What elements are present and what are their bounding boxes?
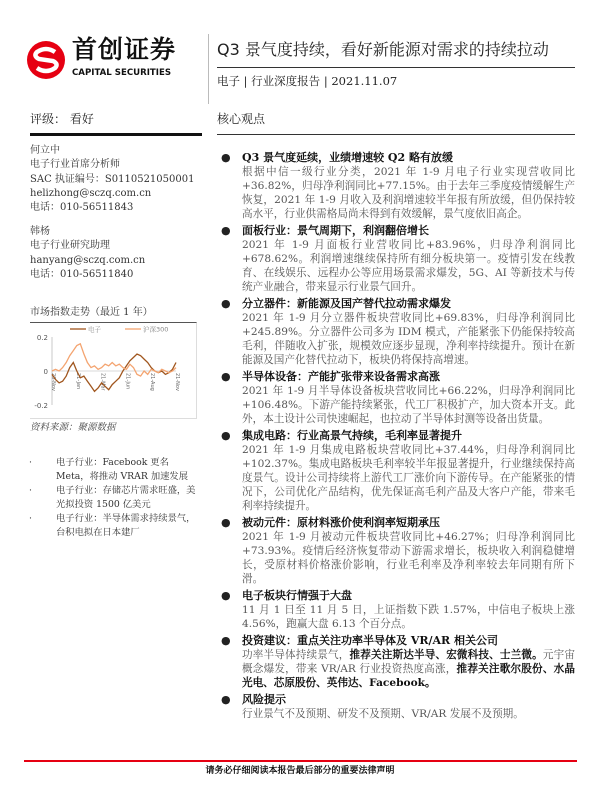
chart-title: 市场指数走势（最近 1 年）: [30, 307, 153, 318]
logo-s-icon: [27, 41, 65, 79]
body-text: 根据中信一级行业分类，2021 年 1-9 月电子行业实现营收同比+36.82%，归母净利润同比+77.15%。由于去年三季度疫情缓解生产恢复，2021 年 1-9 月收入及利润增速较半年报有所放缓，但仍保持较高水平，行业供需格局尚未得到有效缓解，景气度依旧高企。: [242, 166, 575, 220]
x-tick-label: 21-Jun: [124, 373, 131, 390]
analyst-name: 韩杨: [30, 226, 50, 237]
analyst-2: [30, 225, 205, 282]
body-text: 元宇宙概念爆发，带来 VR/AR 行业投资热度高涨，: [242, 649, 576, 675]
bullet-icon: ·: [29, 513, 32, 524]
bullet-icon: ●: [221, 634, 231, 647]
section-title: 电子板块行情强于大盘: [242, 589, 352, 602]
highlight-text: 推荐关注歌尔股份、水晶光电、芯原股份、英伟达、Facebook。: [242, 663, 576, 689]
analyst-role: 电子行业研究助理: [30, 240, 110, 252]
rating: [30, 111, 94, 127]
section-title: 风险提示: [242, 693, 286, 706]
section-title: 分立器件：新能源及国产替代拉动需求爆发: [242, 297, 451, 310]
report-subtitle: 电子 | 行业深度报告 | 2021.11.07: [217, 74, 398, 88]
body-text: 2021 年 1-9 月分立器件板块营收同比+69.83%，归母净利润同比+245.89%。分立器件公司多为 IDM 模式，产能紧张下仍能保持较高毛利，伴随收入扩张，规模效应逐步显现，净利率持续提升。预计在新能源及国产化替代拉动下，板块仍将保持高增速。: [242, 312, 575, 366]
rating-value: 看好: [69, 112, 94, 126]
section-body: [242, 311, 575, 367]
legend-label: 沪深300: [143, 325, 169, 334]
news-text: 电子行业：Facebook 更名 Meta，将推动 VRAR 加速发展: [56, 457, 189, 482]
analyst-role: 电子行业首席分析师: [30, 159, 120, 171]
logo-text-cn: 首创证券: [72, 35, 177, 64]
body-text: 2021 年 1-9 月面板行业营收同比+83.96%，归母净利润同比+678.62%。利润增速继续保持所有细分板块第一。疫情引发在线教育、在线娱乐、远程办公等应用场景需求爆发，5G、AI 等新技术与传统产业融合，带来显示行业景气回升。: [242, 239, 575, 293]
bullet-icon: ·: [29, 485, 32, 496]
analyst-license: SAC 执证编号：S0110521050001: [30, 173, 195, 185]
core-view-section: [217, 151, 575, 221]
section-body: [242, 238, 575, 294]
bullet-icon: ●: [221, 693, 231, 706]
analyst-phone: 电话：010-56511843: [30, 202, 134, 214]
y-tick-label: -0.2: [34, 402, 48, 410]
core-view-section: [217, 516, 575, 586]
section-title: 面板行业：景气周期下，利润翻倍增长: [242, 224, 429, 237]
section-title: Q3 景气度延续，业绩增速较 Q2 略有放缓: [242, 151, 453, 164]
footer-rule: [24, 760, 577, 762]
logo-mark: [27, 41, 65, 79]
bullet-icon: ●: [221, 224, 231, 237]
core-rule: [217, 134, 575, 135]
bullet-icon: ●: [221, 516, 231, 529]
section-title: 集成电路：行业高景气持续，毛利率显著提升: [242, 429, 462, 442]
section-body: [242, 443, 575, 513]
x-tick-label: 21-Jan: [74, 373, 81, 390]
title-rule: [217, 67, 575, 68]
bullet-icon: ●: [221, 370, 231, 383]
index-chart: [30, 322, 197, 419]
y-tick-label: 0: [43, 368, 48, 376]
bullet-icon: ·: [29, 457, 32, 468]
core-view-section: [217, 297, 575, 367]
related-news-list: [26, 456, 202, 540]
body-text: 11 月 1 日至 11 月 5 日，上证指数下跌 1.57%，中信电子板块上涨 4.56%，跑赢大盘 6.13 个百分点。: [242, 604, 575, 630]
chart-svg: [30, 323, 196, 418]
x-tick-label: 20-Nov: [50, 373, 56, 391]
bullet-icon: ●: [221, 429, 231, 442]
report-title: Q3 景气度持续，看好新能源对需求的持续拉动: [217, 40, 549, 59]
core-view-section: [217, 634, 575, 690]
legend-label: 电子: [88, 325, 101, 334]
section-title: 被动元件：原材料涨价使利润率短期承压: [242, 516, 440, 529]
core-view-section: [217, 370, 575, 426]
section-body: [242, 165, 575, 221]
body-text: 2021 年 1-9 月被动元件板块营收同比+46.27%；归母净利润同比+73.93%。疫情后经济恢复带动下游需求增长，板块收入利润稳健增长，受原材料价格涨价影响，行业毛利率及净利率较去年同期有所下滑。: [242, 531, 575, 585]
section-body: [242, 530, 575, 586]
news-text: 电子行业：半导体需求持续景气，台积电拟在日本建厂: [56, 513, 196, 538]
analyst-phone: 电话：010-56511840: [30, 268, 134, 280]
news-item[interactable]: [26, 512, 202, 540]
bullet-icon: ●: [221, 151, 231, 164]
bullet-icon: ●: [221, 589, 231, 602]
section-title: 半导体设备：产能扩张带来设备需求高涨: [242, 370, 440, 383]
body-text: 行业景气不及预期、研发不及预期、VR/AR 发展不及预期。: [242, 708, 524, 720]
body-text: 2021 年 1-9 月半导体设备板块营收同比+66.22%，归母净利润同比+106.48%。下游产能持续紧张，代工厂积极扩产，加大资本开支。此外，本土设计公司快速崛起，也拉动了半导体封测等设备出货量。: [242, 385, 575, 425]
section-body: [242, 707, 575, 721]
bullet-icon: ●: [221, 297, 231, 310]
highlight-text: 推荐关注斯达半导、宏微科技、士兰微。: [349, 649, 543, 661]
chart-source: 资料来源：聚源数据: [30, 422, 116, 433]
core-views-heading: 核心观点: [217, 112, 266, 126]
core-view-section: [217, 589, 575, 631]
rating-rule: [30, 133, 202, 136]
x-tick-label: 21-Nov: [174, 373, 180, 391]
x-tick-label: 21-Aug: [149, 373, 156, 391]
logo-text-en: CAPITAL SECURITIES: [72, 68, 172, 78]
analyst-email[interactable]: hanyang@sczq.com.cn: [30, 254, 146, 266]
header-divider: [208, 34, 209, 104]
section-title: 投资建议：重点关注功率半导体及 VR/AR 相关公司: [242, 634, 499, 647]
core-view-section: [217, 429, 575, 513]
y-tick-label: 0.2: [36, 334, 48, 342]
news-text: 电子行业：存储芯片需求旺盛，美光拟投资 1500 亿美元: [56, 485, 196, 510]
analyst-1: [30, 144, 205, 215]
rating-label: 评级：: [30, 112, 67, 126]
news-item[interactable]: [26, 456, 202, 484]
section-body: [242, 603, 575, 631]
core-views: [217, 151, 575, 724]
body-text: 功率半导体持续景气，: [242, 649, 350, 661]
section-body: [242, 384, 575, 426]
analyst-email[interactable]: helizhong@sczq.com.cn: [30, 187, 152, 199]
legal-notice: 请务必仔细阅读本报告最后部分的重要法律声明: [205, 766, 395, 776]
core-view-section: [217, 693, 575, 721]
news-item[interactable]: [26, 484, 202, 512]
body-text: 2021 年 1-9 月集成电路板块营收同比+37.44%，归母净利润同比+102.37%。集成电路板块毛利率较半年报显著提升，行业继续保持高度景气。设计公司持续将上游代工厂涨价向下游传导。在产能紧张的情况下，公司优化产品结构，优先保证高毛利产品及大客户产能，带来毛利率持续提升。: [242, 444, 575, 512]
analyst-name: 何立中: [30, 145, 60, 156]
core-view-section: [217, 224, 575, 294]
x-tick-label: 21-Mar: [99, 373, 106, 391]
section-body: [242, 648, 575, 690]
